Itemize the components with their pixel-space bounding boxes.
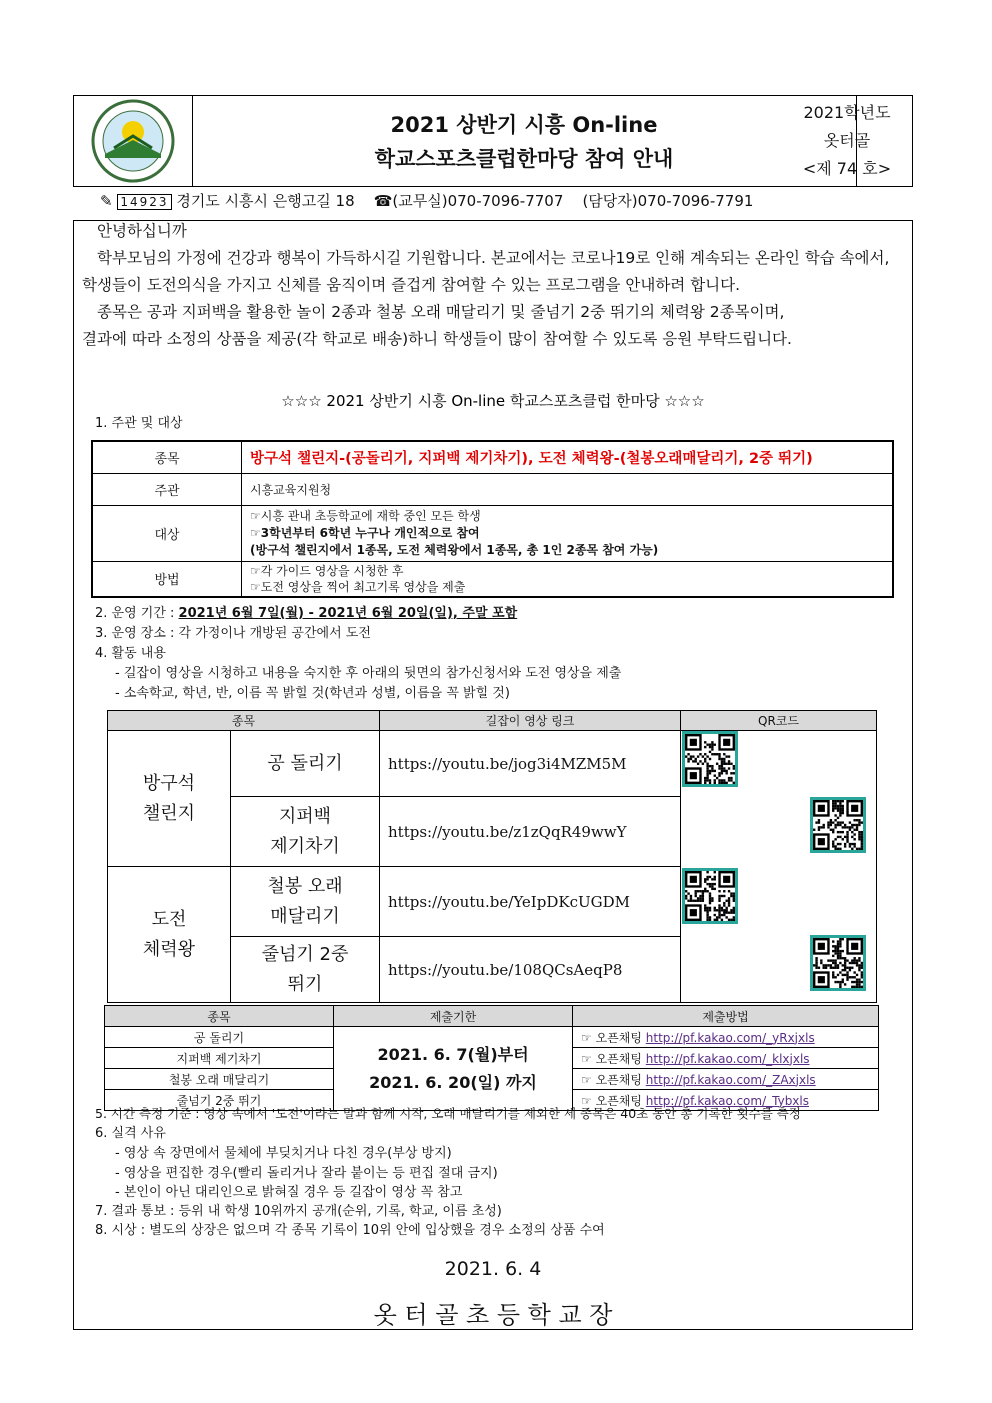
section-6a: - 영상 속 장면에서 물체에 부딪치거나 다친 경우(부상 방지) [115,1146,452,1161]
submit-event-4: 줄넘기 2중 뛰기 [105,1090,334,1111]
section-5: 5. 시간 측정 기준 : 영상 속에서 '도전'이라는 말과 함께 시작, 오래 매달리기를 제외한 세 종목은 40초 동안 총 기록한 횟수를 측정 [95,1106,801,1121]
section-6c: - 본인이 아닌 대리인으로 밝혀질 경우 등 길잡이 영상 꼭 참고 [115,1185,463,1200]
open-chat-label: ☞ 오픈채팅 [581,1051,642,1066]
info-label-host: 주관 [92,473,242,505]
submit-table [104,1005,879,1111]
group-challenge: 방구석 챌린지 [108,731,231,867]
video-link-2[interactable]: https://youtu.be/z1zQqR49wwY [380,797,681,867]
phone-icon: ☎ [373,192,393,210]
video-table [107,710,877,1003]
deadline-end: 2021. 6. 20(일) 까지 [369,1072,537,1092]
contact-phone: (담당자)070-7096-7791 [582,192,754,210]
target-line-3: (방구석 챌린지에서 1종목, 도전 체력왕에서 1종목, 총 1인 2종목 참여 가능) [250,542,659,557]
submit-method-2 [573,1048,879,1069]
section-6: 6. 실격 사유 [95,1126,166,1141]
video-link-1[interactable]: https://youtu.be/jog3i4MZM5M [380,731,681,797]
video-row-1 [108,731,877,797]
kakao-link-3[interactable]: http://pf.kakao.com/_ZAxjxls [645,1072,816,1087]
kakao-link-1[interactable]: http://pf.kakao.com/_yRxjxls [645,1030,815,1045]
zip-code: 14923 [117,194,171,210]
school-address: 경기도 시흥시 은행고길 18 [176,192,355,210]
method-line-1: ☞각 가이드 영상을 시청한 후 [250,563,404,578]
section-6b: - 영상을 편집한 경우(빨리 돌리거나 잘라 붙이는 등 편집 절대 금지) [115,1166,498,1181]
video-event-2: 지퍼백 제기차기 [231,797,380,867]
intro-para2a: 종목은 공과 지퍼백을 활용한 놀이 2종과 철봉 오래 매달리기 및 줄넘기 2중 뛰기의 체력왕 2종목이며, [97,303,785,321]
document-date: 2021. 6. 4 [444,1258,542,1280]
qr-code-3-icon[interactable] [682,868,738,924]
submit-header-method: 제출방법 [573,1006,879,1027]
target-line-1: ☞시흥 관내 초등학교에 재학 중인 모든 학생 [250,508,481,523]
greeting: 안녕하십니까 [97,222,187,240]
submit-deadline [334,1027,573,1111]
info-value-method [242,561,894,597]
submit-method-3 [573,1069,879,1090]
group-fitness: 도전 체력왕 [108,867,231,1003]
kakao-link-4[interactable]: http://pf.kakao.com/_Tybxls [645,1093,809,1108]
open-chat-label: ☞ 오픈채팅 [581,1072,642,1087]
qr-code-4-icon[interactable] [810,935,866,991]
event-title-text: ☆☆☆ 2021 상반기 시흥 On-line 학교스포츠클럽 한마당 ☆☆☆ [281,392,705,410]
kakao-link-2[interactable]: http://pf.kakao.com/_klxjxls [645,1051,810,1066]
target-line-2: ☞3학년부터 6학년 누구나 개인적으로 참여 [250,525,480,540]
issue-school: 옷터골 [823,131,871,150]
method-line-2: ☞도전 영상을 찍어 최고기록 영상을 제출 [250,579,466,594]
document-title [192,96,857,186]
info-value-event: 방구석 챌린지-(공돌리기, 지퍼백 제기차기), 도전 체력왕-(철봉오래매달리기, 2중 뛰기) [242,441,894,473]
submit-event-1: 공 돌리기 [105,1027,334,1048]
info-row-method [92,561,893,597]
video-header-link: 길잡이 영상 링크 [380,711,681,731]
intro-para2b: 결과에 따라 소정의 상품을 제공(각 학교로 배송)하니 학생들이 많이 참여할 수 있도록 응원 부탁드립니다. [82,330,792,348]
title-line-2: 학교스포츠클럽한마당 참여 안내 [374,147,674,171]
submit-event-3: 철봉 오래 매달리기 [105,1069,334,1090]
video-table-header [108,711,877,731]
info-label-event: 종목 [92,441,242,473]
school-emblem-icon [74,96,192,186]
submit-table-header [105,1006,879,1027]
issue-number: <제 74 호> [802,159,892,178]
section-8: 8. 시상 : 별도의 상장은 없으며 각 종목 기록이 10위 안에 입상했을 경우 소정의 상품 수여 [95,1223,605,1238]
issue-year: 2021학년도 [803,103,891,122]
info-row-host [92,473,893,505]
principal-signature: 옷 터 골 초 등 학 교 장 [373,1301,613,1329]
section-4: 4. 활동 내용 [95,646,166,661]
video-header-event: 종목 [108,711,380,731]
video-header-qr: QR코드 [681,711,877,731]
office-phone: (교무실)070-7096-7707 [392,192,564,210]
video-link-4[interactable]: https://youtu.be/108QCsAeqP8 [380,937,681,1003]
section-7: 7. 결과 통보 : 등위 내 학생 10위까지 공개(순위, 기록, 학교, 이름 초성) [95,1204,502,1219]
section-4a: - 길잡이 영상을 시청하고 내용을 숙지한 후 아래의 뒷면의 참가신청서와 도전 영상을 제출 [115,666,622,681]
info-row-event [92,441,893,473]
section-2-label: 2. 운영 기간 : [95,606,179,621]
event-title [73,390,913,411]
submit-method-1 [573,1027,879,1048]
address-line [100,190,753,211]
video-link-3[interactable]: https://youtu.be/YeIpDKcUGDM [380,867,681,937]
title-line-1: 2021 상반기 시흥 On-line [390,113,658,137]
section-4b: - 소속학교, 학년, 반, 이름 꼭 밝힐 것(학년과 성별, 이름을 꼭 밝힐 것) [115,686,510,701]
intro-para1a: 학부모님의 가정에 건강과 행복이 가득하시길 기원합니다. 본교에서는 코로나19로 인해 계속되는 온라인 학습 속에서, [97,249,890,267]
open-chat-label: ☞ 오픈채팅 [581,1030,642,1045]
section-3: 3. 운영 장소 : 각 가정이나 개방된 공간에서 도전 [95,626,371,641]
section-2-value: 2021년 6월 7일(월) - 2021년 6월 20일(일), 주말 포함 [178,606,518,621]
video-event-4: 줄넘기 2중 뛰기 [231,937,380,1003]
section-1: 1. 주관 및 대상 [95,416,183,431]
submit-header-event: 종목 [105,1006,334,1027]
qr-code-2-icon[interactable] [810,797,866,853]
mail-icon: ✎ [100,192,113,210]
intro-para1b: 학생들이 도전의식을 가지고 신체를 움직이며 즐겁게 참여할 수 있는 프로그램을 안내하려 합니다. [82,276,741,294]
submit-event-2: 지퍼백 제기차기 [105,1048,334,1069]
issue-block [782,96,912,186]
info-row-target [92,505,893,561]
submit-row-1 [105,1027,879,1048]
info-value-target [242,505,894,561]
deadline-start: 2021. 6. 7(월)부터 [377,1044,529,1064]
info-value-host: 시흥교육지원청 [242,473,894,505]
section-2 [95,604,517,624]
info-table [91,440,894,598]
video-event-1: 공 돌리기 [231,731,380,797]
qr-code-1-icon[interactable] [682,731,738,787]
submit-header-deadline: 제출기한 [334,1006,573,1027]
open-chat-label: ☞ 오픈채팅 [581,1093,642,1108]
video-event-3: 철봉 오래 매달리기 [231,867,380,937]
info-label-method: 방법 [92,561,242,597]
info-label-target: 대상 [92,505,242,561]
school-logo [74,96,193,186]
